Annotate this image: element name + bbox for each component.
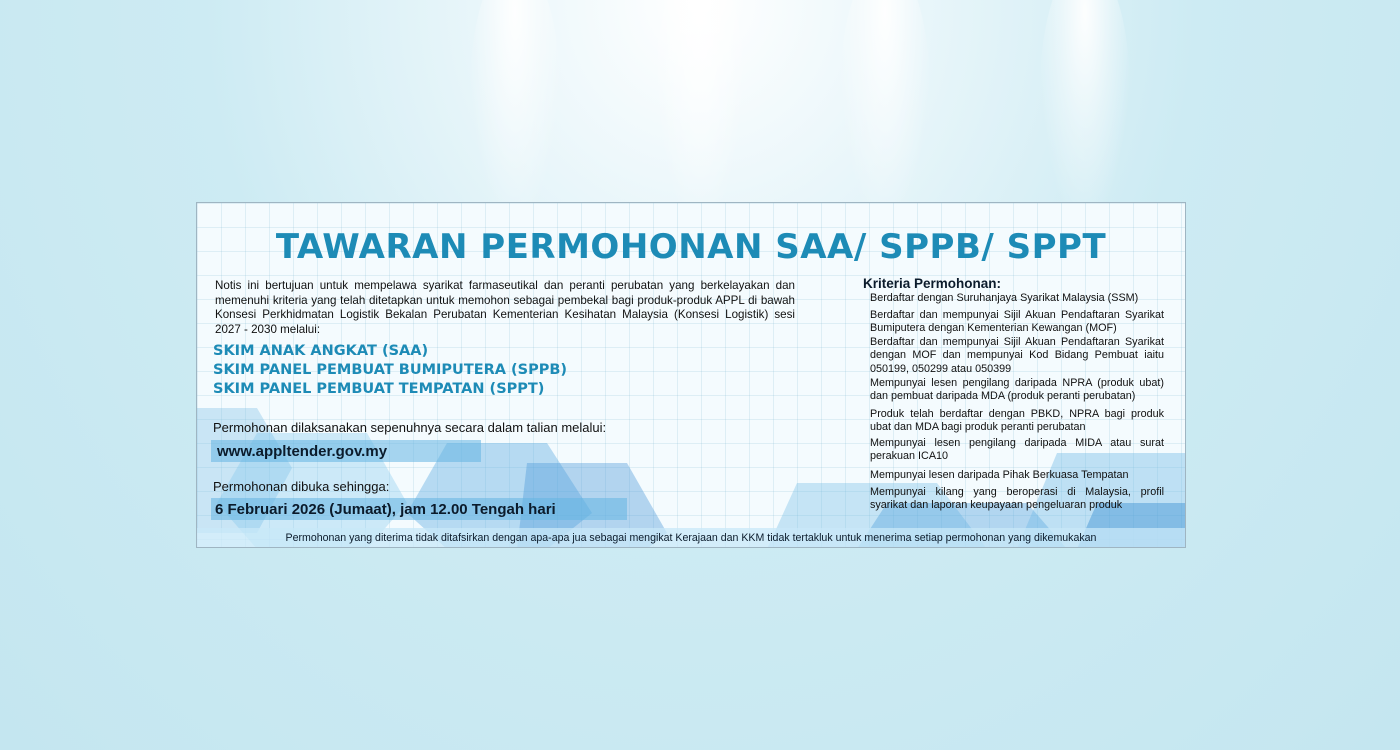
light-beam-decoration [470, 0, 560, 220]
criteria-item: Berdaftar dan mempunyai Sijil Akuan Pendaftaran Syarikat dengan MOF dan mempunyai Kod Bidang Pembuat iaitu 050199, 050299 atau 050399 [870, 336, 1164, 375]
light-beam-decoration [1040, 0, 1130, 220]
intro-paragraph: Notis ini bertujuan untuk mempelawa syarikat farmaseutikal dan peranti perubatan yang berkelayakan dan memenuhi kriteria yang telah ditetapkan untuk memohon sebagai pembekal bagi produk-produk APPL di bawah Konsesi Perkhidmatan Logistik Bekalan Perubatan Kementerian Kesihatan Malaysia (Konsesi Logistik) sesi 2027 - 2030 melalui: [215, 279, 795, 336]
page-title: TAWARAN PERMOHONAN SAA/ SPPB/ SPPT [275, 227, 1107, 267]
criteria-item: Produk telah berdaftar dengan PBKD, NPRA bagi produk ubat dan MDA bagi produk peranti perubatan [870, 408, 1164, 434]
website-link[interactable]: www.appltender.gov.my [217, 443, 388, 460]
deadline-text: 6 Februari 2026 (Jumaat), jam 12.00 Tengah hari [215, 501, 556, 518]
scheme-sppt: SKIM PANEL PEMBUAT TEMPATAN (SPPT) [213, 381, 545, 397]
light-beam-decoration [840, 0, 930, 220]
criteria-item: Berdaftar dengan Suruhanjaya Syarikat Malaysia (SSM) [870, 292, 1139, 304]
online-application-text: Permohonan dilaksanakan sepenuhnya secara dalam talian melalui: [213, 420, 607, 435]
scheme-saa: SKIM ANAK ANGKAT (SAA) [213, 343, 429, 359]
criteria-heading: Kriteria Permohonan: [863, 276, 1002, 291]
criteria-item: Berdaftar dan mempunyai Sijil Akuan Pendaftaran Syarikat Bumiputera dengan Kementerian Kewangan (MOF) [870, 309, 1164, 335]
criteria-item: Mempunyai lesen pengilang daripada MIDA atau surat perakuan ICA10 [870, 437, 1164, 463]
light-beam-decoration [655, 0, 745, 220]
criteria-item: Mempunyai kilang yang beroperasi di Malaysia, profil syarikat dan laporan keupayaan pengeluaran produk [870, 486, 1164, 512]
disclaimer-footer: Permohonan yang diterima tidak ditafsirkan dengan apa-apa jua sebagai mengikat Kerajaan dan KKM tidak tertakluk untuk menerima setiap permohonan yang dikemukakan [285, 532, 1097, 544]
criteria-item: Mempunyai lesen pengilang daripada NPRA (produk ubat) dan pembuat daripada MDA (produk peranti perubatan) [870, 377, 1164, 403]
criteria-item: Mempunyai lesen daripada Pihak Berkuasa Tempatan [870, 469, 1129, 481]
scheme-sppb: SKIM PANEL PEMBUAT BUMIPUTERA (SPPB) [213, 362, 568, 378]
tender-notice-banner [196, 202, 1186, 548]
open-until-label: Permohonan dibuka sehingga: [213, 479, 390, 494]
